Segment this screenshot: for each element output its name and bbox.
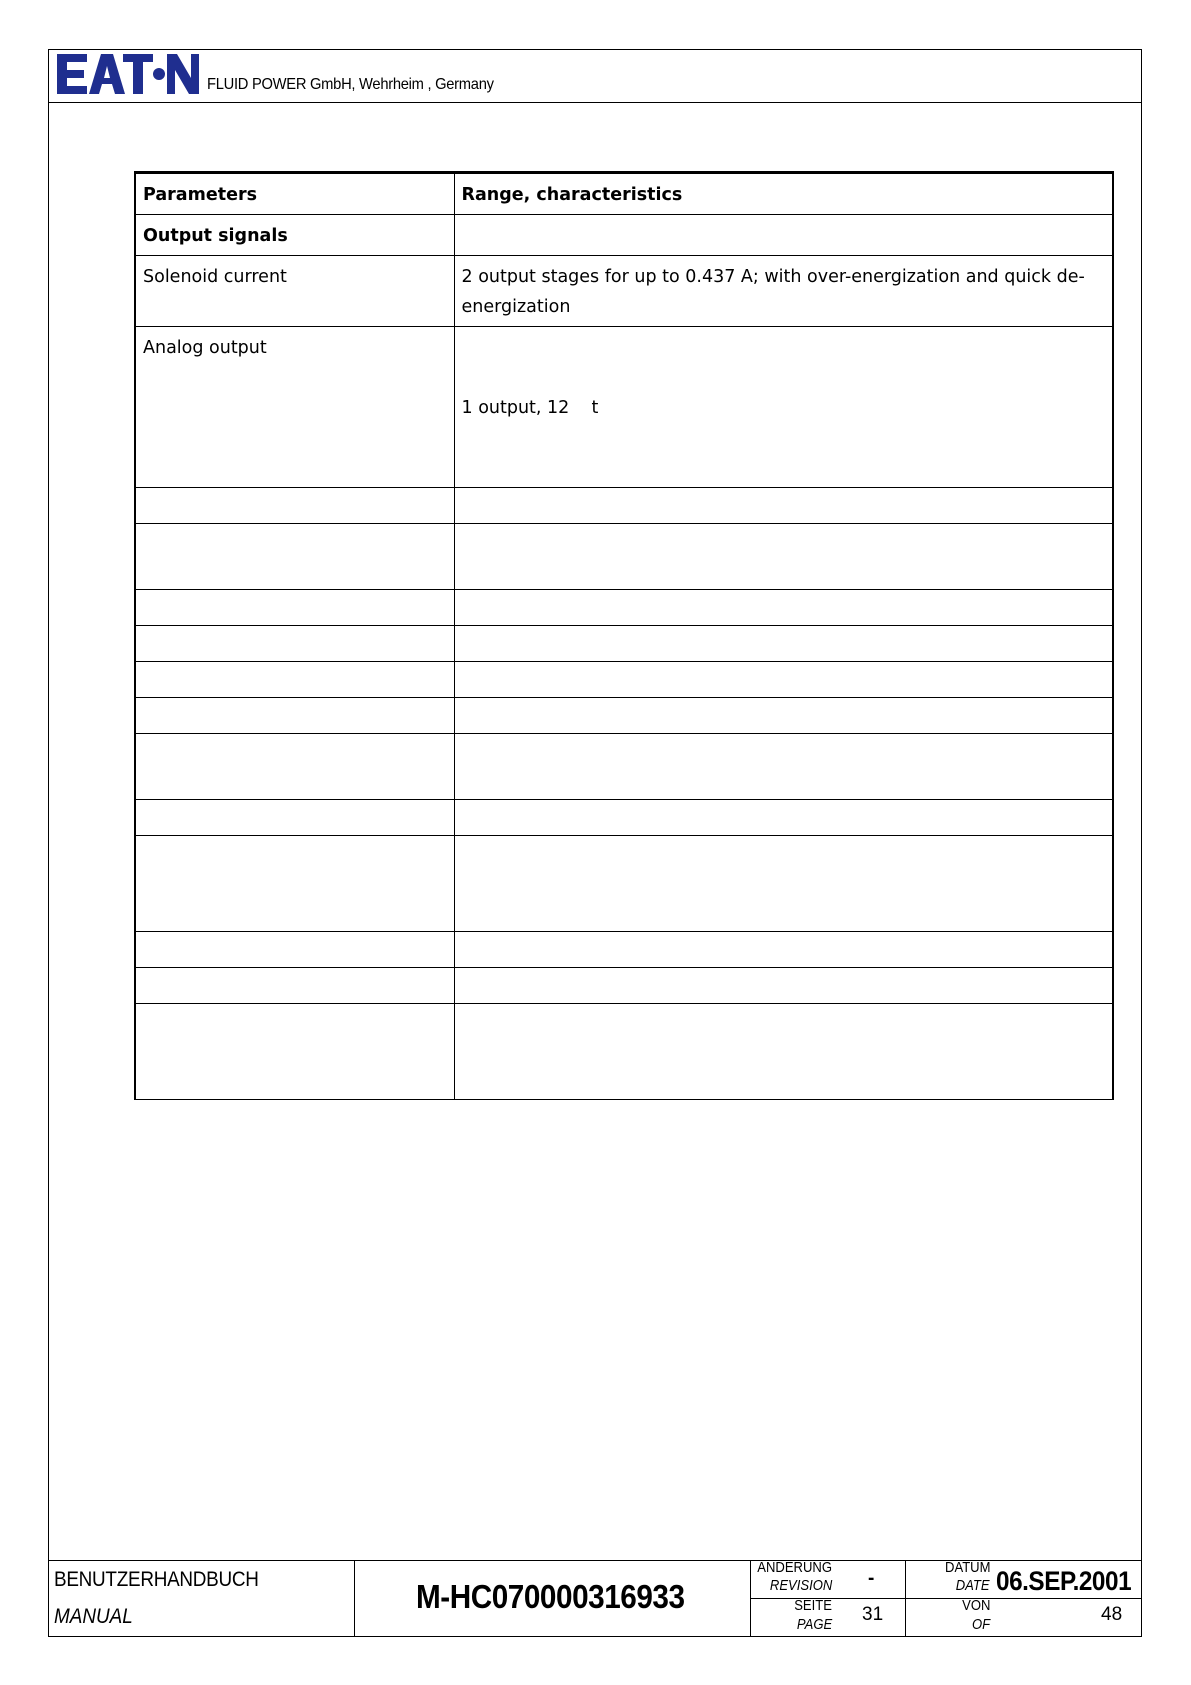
total-pages: 48: [1101, 1604, 1123, 1625]
table-row-empty: [135, 734, 1113, 800]
table-cell-empty: [454, 488, 1113, 524]
table-cell-empty: [135, 590, 454, 626]
company-name: FLUID POWER GmbH, Wehrheim , Germany: [207, 76, 494, 93]
table-row-empty: [135, 524, 1113, 590]
header-divider: [48, 102, 1142, 103]
table-cell-empty: [135, 968, 454, 1004]
table-cell-empty: [454, 662, 1113, 698]
date-label-en: DATE: [956, 1578, 990, 1594]
table-row-empty: [135, 800, 1113, 836]
table-cell-empty: [454, 590, 1113, 626]
table-cell-empty: [454, 968, 1113, 1004]
table-cell-empty: [135, 836, 454, 932]
table-row-empty: [135, 488, 1113, 524]
table-row: [135, 327, 1113, 488]
table-cell-empty: [454, 626, 1113, 662]
table-cell-empty: [454, 698, 1113, 734]
document-number: M-HC070000316933: [416, 1578, 685, 1615]
revision-value: -: [868, 1568, 875, 1589]
row-value-line: 2 output stages for up to 0.437 A; with over-energization and quick de-: [461, 267, 1085, 287]
table-cell-empty: [135, 488, 454, 524]
table-row-empty: [135, 932, 1113, 968]
table-cell-empty: [135, 662, 454, 698]
table-cell-empty: [454, 524, 1113, 590]
table-row-empty: [135, 836, 1113, 932]
section-title: Output signals: [135, 215, 454, 256]
table-cell-empty: [135, 800, 454, 836]
footer-title-block: [48, 1560, 1142, 1637]
row-value-line: energization: [461, 297, 571, 317]
table-row: [135, 256, 1113, 327]
date-label-de: DATUM: [944, 1560, 990, 1576]
row-parameter: Analog output: [135, 327, 454, 488]
header-range: Range, characteristics: [454, 173, 1113, 215]
of-label-en: OF: [971, 1617, 990, 1633]
section-row: [135, 215, 1113, 256]
page-label-de: SEITE: [794, 1598, 832, 1614]
eaton-logo: [57, 54, 205, 94]
date-value: 06.SEP.2001: [996, 1566, 1132, 1596]
table-row-empty: [135, 590, 1113, 626]
table-cell-empty: [135, 1004, 454, 1100]
footer-divider: [354, 1560, 355, 1637]
table-cell-empty: [135, 626, 454, 662]
table-row-empty: [135, 698, 1113, 734]
header-parameters: Parameters: [135, 173, 454, 215]
table-cell-empty: [135, 734, 454, 800]
row-value: [454, 256, 1113, 327]
table-cell-empty: [454, 800, 1113, 836]
table-cell-empty: [135, 698, 454, 734]
page-number: 31: [862, 1604, 884, 1625]
row-value-line: 1 output, 12 t: [461, 398, 599, 418]
table-cell-empty: [454, 215, 1113, 256]
revision-label-de: ANDERUNG: [757, 1560, 832, 1576]
table-cell-empty: [454, 1004, 1113, 1100]
specification-table: [134, 171, 1114, 1100]
table-row-empty: [135, 968, 1113, 1004]
manual-title-de: BENUTZERHANDBUCH: [54, 1568, 259, 1591]
of-label-de: VON: [961, 1598, 990, 1614]
table-cell-empty: [454, 932, 1113, 968]
page-label-en: PAGE: [796, 1617, 832, 1633]
table-row-empty: [135, 1004, 1113, 1100]
table-cell-empty: [135, 932, 454, 968]
table-cell-empty: [454, 734, 1113, 800]
revision-label-en: REVISION: [769, 1578, 832, 1594]
table-cell-empty: [135, 524, 454, 590]
table-row-empty: [135, 626, 1113, 662]
manual-title-en: MANUAL: [54, 1605, 133, 1628]
table-row-empty: [135, 662, 1113, 698]
row-value: [454, 327, 1113, 488]
row-parameter: Solenoid current: [135, 256, 454, 327]
table-header-row: [135, 173, 1113, 215]
table-cell-empty: [454, 836, 1113, 932]
